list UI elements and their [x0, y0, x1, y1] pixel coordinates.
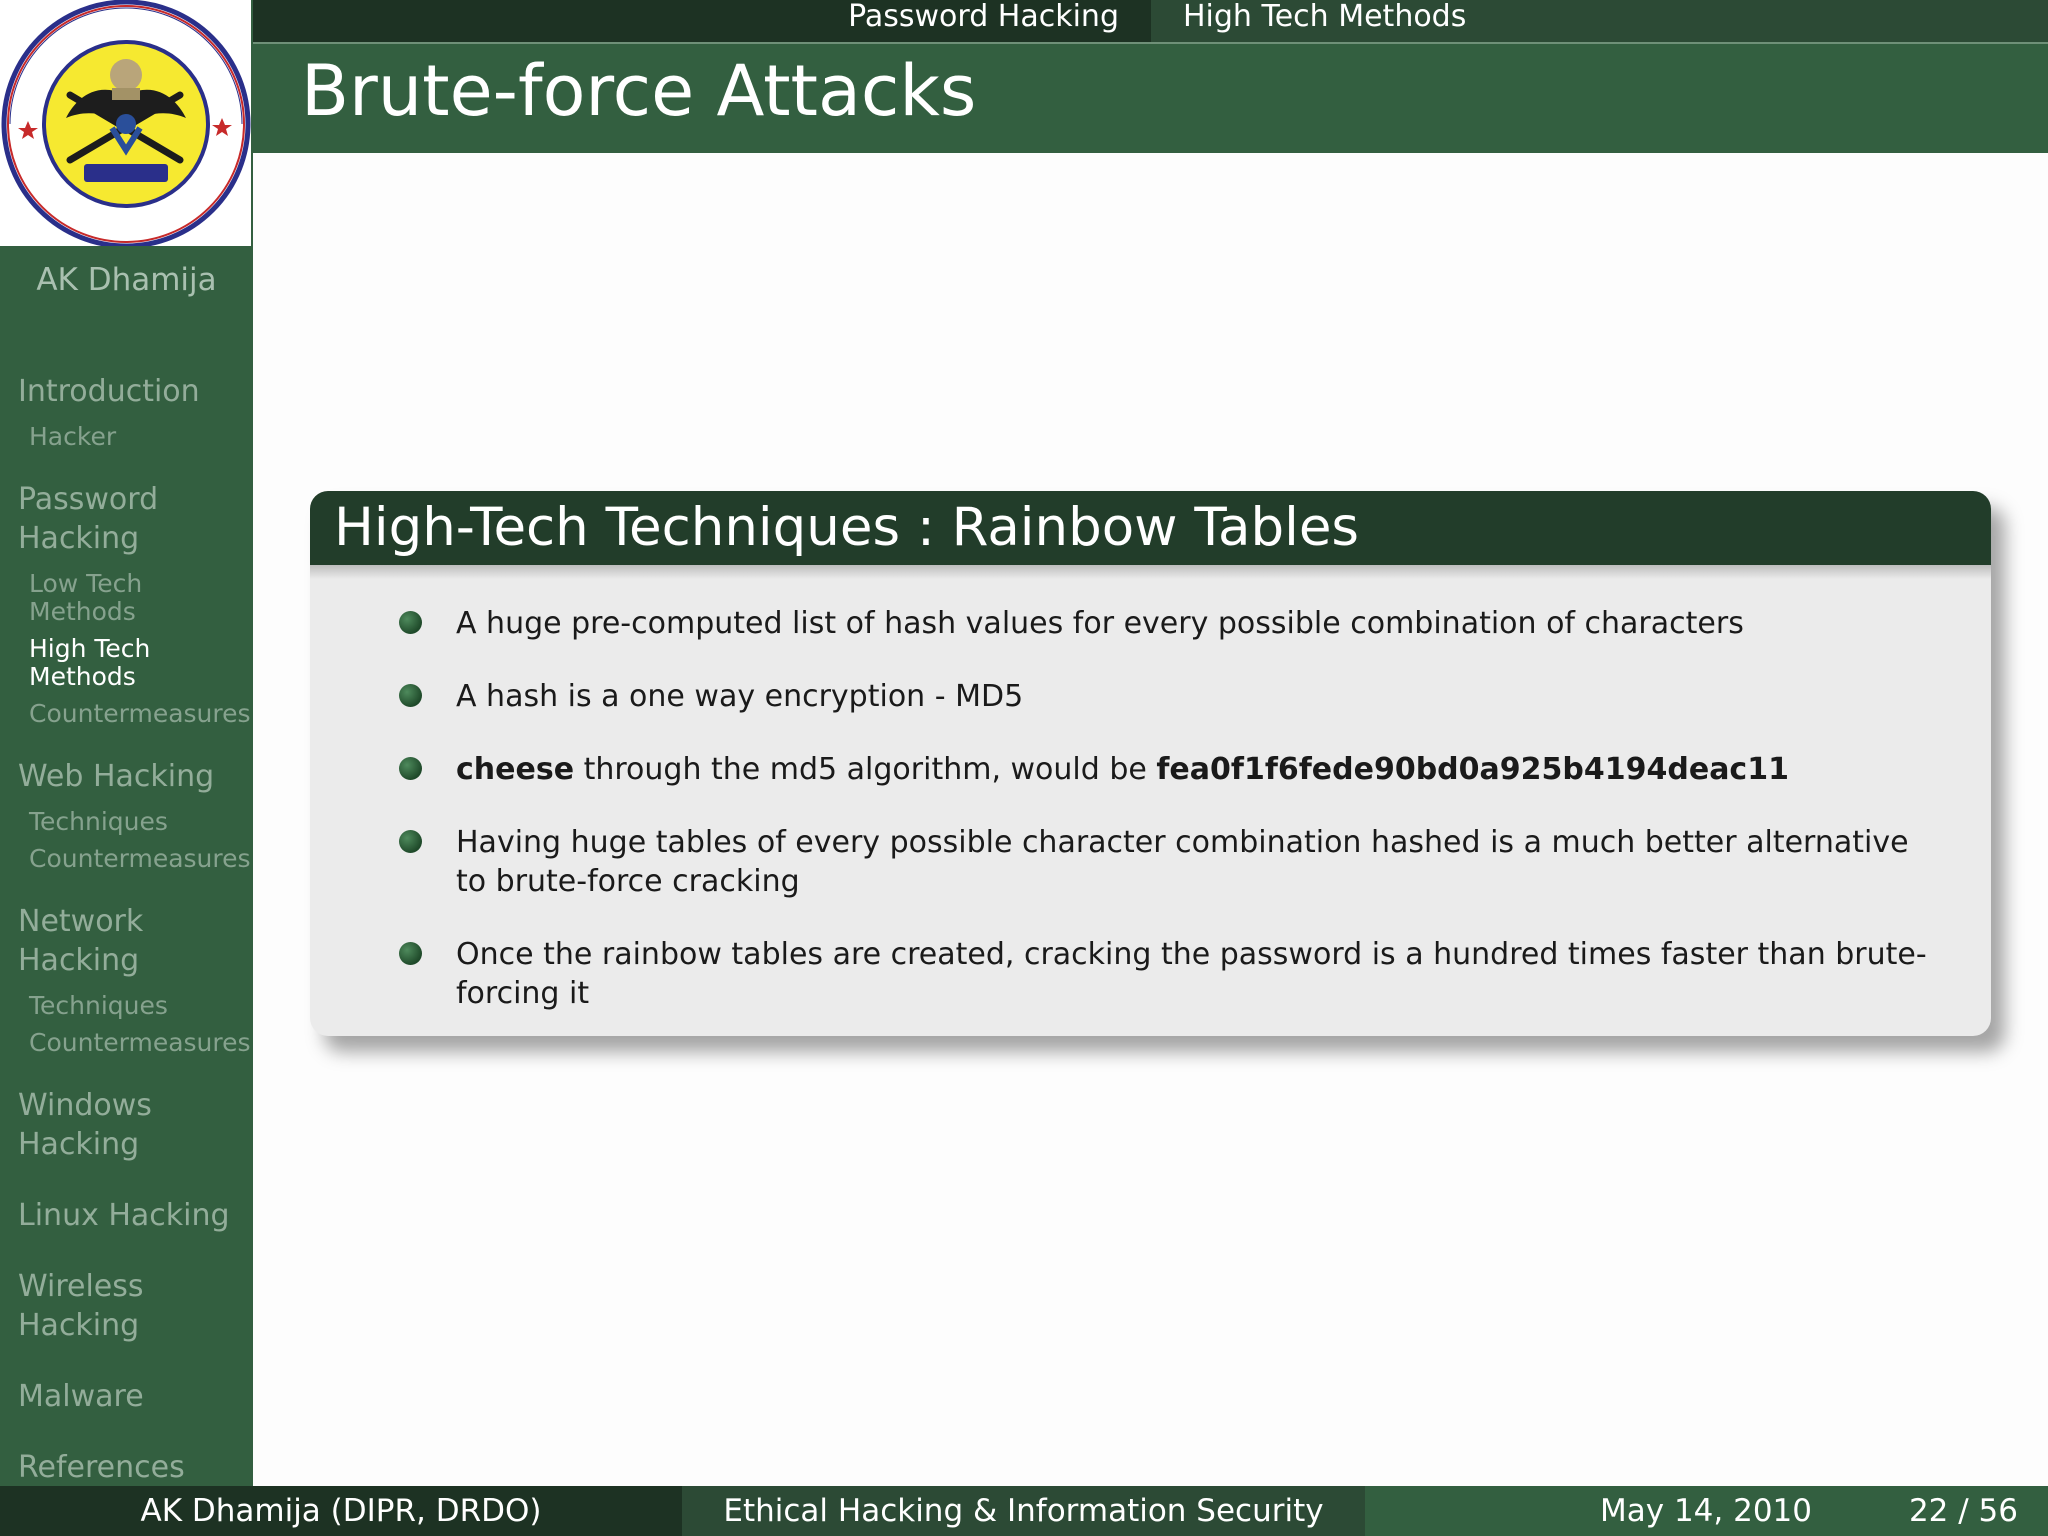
sidebar-item-linux-hacking[interactable]: Linux Hacking	[18, 1198, 230, 1233]
sidebar-author: AK Dhamija	[36, 262, 217, 298]
frame-titlebar	[253, 42, 2048, 153]
content-block	[310, 491, 1991, 1036]
footer-meta	[1365, 1486, 2048, 1536]
footer	[0, 1486, 2048, 1536]
sidebar-item-web-hacking[interactable]: Web Hacking	[18, 759, 215, 794]
frame-title: Brute-force Attacks	[301, 50, 977, 132]
sidebar-subitem-web-techniques[interactable]: Techniques	[29, 807, 168, 836]
footer-title: Ethical Hacking & Information Security	[682, 1486, 1365, 1536]
bullet-icon	[399, 757, 422, 780]
sidebar-item-network-hacking[interactable]: Network Hacking	[18, 904, 144, 978]
list-item: A huge pre-computed list of hash values for every possible combination of characters	[456, 606, 1744, 641]
drdo-logo	[0, 0, 251, 246]
sidebar-item-references[interactable]: References	[18, 1450, 185, 1485]
header-nav	[253, 0, 2048, 42]
bullet-icon	[399, 942, 422, 965]
bullet-icon	[399, 611, 422, 634]
bullet-icon	[399, 684, 422, 707]
footer-date: May 14, 2010	[1600, 1493, 1812, 1529]
bullet-icon	[399, 830, 422, 853]
sidebar-subitem-network-countermeasures[interactable]: Countermeasures	[29, 1028, 251, 1057]
block-title: High-Tech Techniques : Rainbow Tables	[334, 497, 1360, 558]
sidebar-subitem-low-tech-methods[interactable]: Low Tech Methods	[29, 569, 143, 626]
hash-value: fea0f1f6fede90bd0a925b4194deac11	[1156, 752, 1789, 787]
sidebar-subitem-countermeasures[interactable]: Countermeasures	[29, 699, 251, 728]
sidebar	[0, 0, 253, 1486]
bold-term: cheese	[456, 752, 575, 787]
header-section-link[interactable]: Password Hacking	[848, 0, 1119, 34]
sidebar-item-malware[interactable]: Malware	[18, 1379, 144, 1414]
sidebar-item-password-hacking[interactable]: Password Hacking	[18, 482, 159, 556]
sidebar-item-wireless-hacking[interactable]: Wireless Hacking	[18, 1269, 144, 1343]
header-subsection-link[interactable]: High Tech Methods	[1151, 0, 2048, 42]
list-item: Once the rainbow tables are created, cracking the password is a hundred times faster than brute-forcing it	[456, 937, 1927, 1011]
sidebar-subitem-hacker[interactable]: Hacker	[29, 422, 117, 451]
page-number[interactable]: 22 / 56	[1908, 1493, 2018, 1529]
list-item: A hash is a one way encryption - MD5	[456, 679, 1024, 714]
sidebar-item-introduction[interactable]: Introduction	[18, 374, 200, 409]
footer-author: AK Dhamija (DIPR, DRDO)	[0, 1486, 682, 1536]
sidebar-subitem-network-techniques[interactable]: Techniques	[29, 991, 168, 1020]
sidebar-item-windows-hacking[interactable]: Windows Hacking	[18, 1088, 152, 1162]
list-item: Having huge tables of every possible character combination hashed is a much better alternative to brute-force cracking	[456, 825, 1909, 899]
sidebar-subitem-web-countermeasures[interactable]: Countermeasures	[29, 844, 251, 873]
list-item: cheese through the md5 algorithm, would be fea0f1f6fede90bd0a925b4194deac11	[456, 752, 1789, 787]
sidebar-subitem-high-tech-methods[interactable]: High Tech Methods	[29, 634, 151, 691]
block-header	[310, 491, 1991, 565]
